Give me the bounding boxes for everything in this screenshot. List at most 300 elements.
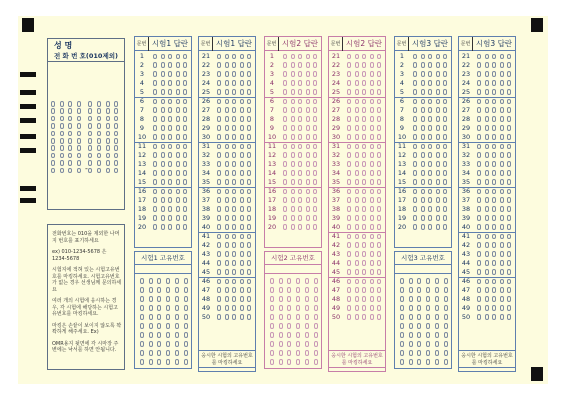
answer-bubble[interactable]: [161, 206, 165, 212]
answer-bubble[interactable]: [477, 161, 481, 167]
answer-bubble[interactable]: [377, 89, 381, 95]
answer-bubble[interactable]: [161, 89, 165, 95]
answer-bubble[interactable]: [500, 144, 504, 150]
exam-id-bubble[interactable]: [426, 305, 430, 311]
exam-id-bubble[interactable]: [296, 341, 300, 347]
answer-bubble[interactable]: [283, 144, 287, 150]
exam-id-bubble[interactable]: [166, 341, 170, 347]
answer-bubble[interactable]: [355, 125, 359, 131]
answer-bubble[interactable]: [298, 144, 302, 150]
answer-bubble[interactable]: [347, 116, 351, 122]
answer-bubble[interactable]: [183, 71, 187, 77]
answer-bubble[interactable]: [507, 314, 511, 320]
answer-bubble[interactable]: [247, 71, 251, 77]
answer-bubble[interactable]: [436, 152, 440, 158]
exam-id-bubble[interactable]: [444, 341, 448, 347]
exam-id-bubble[interactable]: [435, 341, 439, 347]
exam-id-bubble[interactable]: [184, 305, 188, 311]
answer-bubble[interactable]: [306, 80, 310, 86]
exam-id-bubble[interactable]: [270, 341, 274, 347]
answer-bubble[interactable]: [161, 170, 165, 176]
answer-bubble[interactable]: [347, 99, 351, 105]
answer-bubble[interactable]: [500, 296, 504, 302]
answer-bubble[interactable]: [232, 251, 236, 257]
answer-bubble[interactable]: [232, 179, 236, 185]
answer-bubble[interactable]: [492, 279, 496, 285]
answer-bubble[interactable]: [507, 242, 511, 248]
answer-bubble[interactable]: [428, 161, 432, 167]
answer-bubble[interactable]: [362, 189, 366, 195]
answer-bubble[interactable]: [232, 144, 236, 150]
answer-bubble[interactable]: [500, 305, 504, 311]
answer-bubble[interactable]: [168, 161, 172, 167]
phone-digit-bubble[interactable]: [77, 145, 81, 151]
answer-bubble[interactable]: [421, 197, 425, 203]
answer-bubble[interactable]: [306, 107, 310, 113]
answer-bubble[interactable]: [291, 152, 295, 158]
answer-bubble[interactable]: [413, 179, 417, 185]
answer-bubble[interactable]: [225, 144, 229, 150]
answer-bubble[interactable]: [421, 179, 425, 185]
answer-bubble[interactable]: [492, 54, 496, 60]
phone-digit-bubble[interactable]: [68, 101, 72, 107]
answer-bubble[interactable]: [477, 215, 481, 221]
answer-bubble[interactable]: [485, 71, 489, 77]
answer-bubble[interactable]: [443, 62, 447, 68]
answer-bubble[interactable]: [507, 206, 511, 212]
answer-bubble[interactable]: [428, 62, 432, 68]
answer-bubble[interactable]: [370, 215, 374, 221]
exam-id-bubble[interactable]: [296, 350, 300, 356]
answer-bubble[interactable]: [507, 116, 511, 122]
answer-bubble[interactable]: [370, 269, 374, 275]
answer-bubble[interactable]: [477, 125, 481, 131]
answer-bubble[interactable]: [413, 134, 417, 140]
answer-bubble[interactable]: [161, 107, 165, 113]
answer-bubble[interactable]: [153, 224, 157, 230]
answer-bubble[interactable]: [225, 279, 229, 285]
answer-bubble[interactable]: [413, 71, 417, 77]
exam-id-bubble[interactable]: [140, 296, 144, 302]
exam-id-bubble[interactable]: [426, 359, 430, 365]
exam-id-bubble[interactable]: [400, 341, 404, 347]
answer-bubble[interactable]: [247, 161, 251, 167]
answer-bubble[interactable]: [240, 144, 244, 150]
phone-digit-bubble[interactable]: [68, 138, 72, 144]
answer-bubble[interactable]: [428, 89, 432, 95]
answer-bubble[interactable]: [507, 189, 511, 195]
answer-bubble[interactable]: [240, 251, 244, 257]
answer-bubble[interactable]: [153, 197, 157, 203]
answer-bubble[interactable]: [370, 296, 374, 302]
answer-bubble[interactable]: [413, 99, 417, 105]
exam-id-bubble[interactable]: [279, 359, 283, 365]
answer-bubble[interactable]: [347, 296, 351, 302]
answer-bubble[interactable]: [240, 242, 244, 248]
answer-bubble[interactable]: [485, 54, 489, 60]
answer-bubble[interactable]: [347, 179, 351, 185]
answer-bubble[interactable]: [362, 152, 366, 158]
answer-bubble[interactable]: [291, 224, 295, 230]
answer-bubble[interactable]: [370, 116, 374, 122]
answer-bubble[interactable]: [217, 71, 221, 77]
answer-bubble[interactable]: [183, 99, 187, 105]
answer-bubble[interactable]: [225, 54, 229, 60]
phone-digit-bubble[interactable]: [51, 153, 55, 159]
answer-bubble[interactable]: [168, 144, 172, 150]
answer-bubble[interactable]: [247, 179, 251, 185]
answer-bubble[interactable]: [485, 279, 489, 285]
answer-bubble[interactable]: [507, 179, 511, 185]
exam-id-bubble[interactable]: [184, 323, 188, 329]
exam-id-bubble[interactable]: [444, 350, 448, 356]
answer-bubble[interactable]: [428, 197, 432, 203]
answer-bubble[interactable]: [421, 71, 425, 77]
phone-digit-bubble[interactable]: [88, 108, 92, 114]
answer-bubble[interactable]: [153, 215, 157, 221]
phone-digit-bubble[interactable]: [88, 138, 92, 144]
answer-bubble[interactable]: [183, 54, 187, 60]
answer-bubble[interactable]: [217, 251, 221, 257]
answer-bubble[interactable]: [362, 71, 366, 77]
answer-bubble[interactable]: [176, 107, 180, 113]
answer-bubble[interactable]: [347, 242, 351, 248]
answer-bubble[interactable]: [377, 144, 381, 150]
answer-bubble[interactable]: [362, 80, 366, 86]
exam-id-bubble[interactable]: [184, 287, 188, 293]
exam-id-bubble[interactable]: [314, 323, 318, 329]
answer-bubble[interactable]: [176, 71, 180, 77]
answer-bubble[interactable]: [313, 189, 317, 195]
answer-bubble[interactable]: [347, 170, 351, 176]
phone-digit-bubble[interactable]: [51, 145, 55, 151]
phone-digit-bubble[interactable]: [106, 160, 110, 166]
answer-bubble[interactable]: [355, 305, 359, 311]
exam-id-bubble[interactable]: [409, 278, 413, 284]
answer-bubble[interactable]: [443, 116, 447, 122]
answer-bubble[interactable]: [347, 305, 351, 311]
answer-bubble[interactable]: [477, 116, 481, 122]
answer-bubble[interactable]: [347, 287, 351, 293]
exam-id-bubble[interactable]: [184, 350, 188, 356]
answer-bubble[interactable]: [240, 134, 244, 140]
answer-bubble[interactable]: [240, 260, 244, 266]
answer-bubble[interactable]: [183, 125, 187, 131]
answer-bubble[interactable]: [443, 197, 447, 203]
exam-id-bubble[interactable]: [426, 323, 430, 329]
exam-id-bubble[interactable]: [175, 332, 179, 338]
answer-bubble[interactable]: [436, 71, 440, 77]
answer-bubble[interactable]: [240, 116, 244, 122]
phone-digit-bubble[interactable]: [88, 116, 92, 122]
answer-bubble[interactable]: [413, 62, 417, 68]
answer-bubble[interactable]: [247, 152, 251, 158]
answer-bubble[interactable]: [225, 189, 229, 195]
phone-digit-bubble[interactable]: [88, 101, 92, 107]
answer-bubble[interactable]: [291, 206, 295, 212]
answer-bubble[interactable]: [500, 89, 504, 95]
exam-id-bubble[interactable]: [296, 314, 300, 320]
phone-digit-bubble[interactable]: [114, 116, 118, 122]
answer-bubble[interactable]: [232, 206, 236, 212]
answer-bubble[interactable]: [347, 62, 351, 68]
answer-bubble[interactable]: [161, 215, 165, 221]
answer-bubble[interactable]: [362, 287, 366, 293]
exam-id-bubble[interactable]: [175, 323, 179, 329]
answer-bubble[interactable]: [217, 314, 221, 320]
answer-bubble[interactable]: [477, 134, 481, 140]
answer-bubble[interactable]: [161, 224, 165, 230]
phone-digit-bubble[interactable]: [114, 145, 118, 151]
phone-digit-bubble[interactable]: [114, 123, 118, 129]
answer-bubble[interactable]: [492, 152, 496, 158]
phone-digit-bubble[interactable]: [106, 101, 110, 107]
answer-bubble[interactable]: [477, 305, 481, 311]
exam-id-bubble[interactable]: [296, 278, 300, 284]
answer-bubble[interactable]: [313, 179, 317, 185]
answer-bubble[interactable]: [413, 54, 417, 60]
answer-bubble[interactable]: [377, 224, 381, 230]
answer-bubble[interactable]: [355, 116, 359, 122]
exam-id-bubble[interactable]: [270, 359, 274, 365]
exam-id-bubble[interactable]: [287, 359, 291, 365]
exam-id-bubble[interactable]: [296, 296, 300, 302]
phone-digit-bubble[interactable]: [68, 160, 72, 166]
answer-bubble[interactable]: [370, 62, 374, 68]
answer-bubble[interactable]: [507, 251, 511, 257]
answer-bubble[interactable]: [298, 99, 302, 105]
answer-bubble[interactable]: [370, 71, 374, 77]
answer-bubble[interactable]: [298, 62, 302, 68]
answer-bubble[interactable]: [225, 206, 229, 212]
exam-id-bubble[interactable]: [435, 359, 439, 365]
exam-id-bubble[interactable]: [435, 278, 439, 284]
exam-id-bubble[interactable]: [409, 314, 413, 320]
answer-bubble[interactable]: [370, 107, 374, 113]
exam-id-bubble[interactable]: [184, 341, 188, 347]
answer-bubble[interactable]: [413, 224, 417, 230]
answer-bubble[interactable]: [161, 71, 165, 77]
answer-bubble[interactable]: [217, 260, 221, 266]
phone-digit-bubble[interactable]: [51, 168, 55, 174]
answer-bubble[interactable]: [161, 161, 165, 167]
answer-bubble[interactable]: [485, 144, 489, 150]
phone-digit-bubble[interactable]: [97, 108, 101, 114]
answer-bubble[interactable]: [168, 215, 172, 221]
answer-bubble[interactable]: [283, 71, 287, 77]
answer-bubble[interactable]: [183, 189, 187, 195]
exam-id-bubble[interactable]: [314, 341, 318, 347]
exam-id-bubble[interactable]: [287, 323, 291, 329]
answer-bubble[interactable]: [421, 89, 425, 95]
answer-bubble[interactable]: [443, 125, 447, 131]
answer-bubble[interactable]: [377, 269, 381, 275]
answer-bubble[interactable]: [247, 234, 251, 240]
answer-bubble[interactable]: [485, 215, 489, 221]
answer-bubble[interactable]: [240, 314, 244, 320]
exam-id-bubble[interactable]: [305, 278, 309, 284]
answer-bubble[interactable]: [176, 62, 180, 68]
phone-digit-bubble[interactable]: [88, 145, 92, 151]
answer-bubble[interactable]: [377, 314, 381, 320]
answer-bubble[interactable]: [485, 224, 489, 230]
exam-id-bubble[interactable]: [166, 314, 170, 320]
answer-bubble[interactable]: [477, 242, 481, 248]
exam-id-bubble[interactable]: [400, 332, 404, 338]
answer-bubble[interactable]: [428, 134, 432, 140]
answer-bubble[interactable]: [500, 234, 504, 240]
answer-bubble[interactable]: [443, 144, 447, 150]
answer-bubble[interactable]: [225, 234, 229, 240]
answer-bubble[interactable]: [413, 189, 417, 195]
phone-digit-bubble[interactable]: [60, 153, 64, 159]
answer-bubble[interactable]: [507, 144, 511, 150]
answer-bubble[interactable]: [240, 189, 244, 195]
phone-digit-bubble[interactable]: [77, 123, 81, 129]
exam-id-bubble[interactable]: [435, 350, 439, 356]
answer-bubble[interactable]: [306, 224, 310, 230]
answer-bubble[interactable]: [428, 107, 432, 113]
answer-bubble[interactable]: [176, 179, 180, 185]
answer-bubble[interactable]: [232, 260, 236, 266]
answer-bubble[interactable]: [377, 279, 381, 285]
phone-digit-bubble[interactable]: [77, 160, 81, 166]
answer-bubble[interactable]: [377, 62, 381, 68]
answer-bubble[interactable]: [298, 54, 302, 60]
answer-bubble[interactable]: [306, 170, 310, 176]
answer-bubble[interactable]: [500, 242, 504, 248]
answer-bubble[interactable]: [421, 125, 425, 131]
answer-bubble[interactable]: [377, 251, 381, 257]
answer-bubble[interactable]: [283, 197, 287, 203]
answer-bubble[interactable]: [362, 116, 366, 122]
answer-bubble[interactable]: [421, 116, 425, 122]
answer-bubble[interactable]: [161, 152, 165, 158]
answer-bubble[interactable]: [485, 99, 489, 105]
answer-bubble[interactable]: [362, 170, 366, 176]
phone-digit-bubble[interactable]: [97, 145, 101, 151]
answer-bubble[interactable]: [217, 170, 221, 176]
answer-bubble[interactable]: [413, 116, 417, 122]
answer-bubble[interactable]: [247, 99, 251, 105]
answer-bubble[interactable]: [232, 161, 236, 167]
answer-bubble[interactable]: [313, 152, 317, 158]
answer-bubble[interactable]: [377, 287, 381, 293]
answer-bubble[interactable]: [225, 296, 229, 302]
answer-bubble[interactable]: [500, 152, 504, 158]
exam-id-bubble[interactable]: [400, 296, 404, 302]
phone-digit-bubble[interactable]: [106, 116, 110, 122]
answer-bubble[interactable]: [428, 224, 432, 230]
answer-bubble[interactable]: [283, 89, 287, 95]
answer-bubble[interactable]: [306, 197, 310, 203]
exam-id-bubble[interactable]: [175, 287, 179, 293]
exam-id-bubble[interactable]: [400, 314, 404, 320]
answer-bubble[interactable]: [377, 170, 381, 176]
answer-bubble[interactable]: [428, 80, 432, 86]
exam-id-bubble[interactable]: [157, 296, 161, 302]
phone-digit-bubble[interactable]: [77, 153, 81, 159]
exam-id-bubble[interactable]: [314, 296, 318, 302]
exam-id-bubble[interactable]: [184, 359, 188, 365]
exam-id-bubble[interactable]: [444, 323, 448, 329]
answer-bubble[interactable]: [507, 215, 511, 221]
answer-bubble[interactable]: [217, 134, 221, 140]
answer-bubble[interactable]: [240, 234, 244, 240]
answer-bubble[interactable]: [291, 54, 295, 60]
answer-bubble[interactable]: [247, 125, 251, 131]
exam-id-bubble[interactable]: [157, 341, 161, 347]
answer-bubble[interactable]: [161, 179, 165, 185]
answer-bubble[interactable]: [413, 80, 417, 86]
answer-bubble[interactable]: [217, 305, 221, 311]
answer-bubble[interactable]: [168, 152, 172, 158]
answer-bubble[interactable]: [443, 152, 447, 158]
answer-bubble[interactable]: [443, 189, 447, 195]
answer-bubble[interactable]: [485, 234, 489, 240]
answer-bubble[interactable]: [362, 215, 366, 221]
answer-bubble[interactable]: [443, 134, 447, 140]
answer-bubble[interactable]: [421, 80, 425, 86]
answer-bubble[interactable]: [217, 152, 221, 158]
phone-digit-bubble[interactable]: [51, 123, 55, 129]
answer-bubble[interactable]: [153, 206, 157, 212]
answer-bubble[interactable]: [153, 170, 157, 176]
answer-bubble[interactable]: [176, 134, 180, 140]
answer-bubble[interactable]: [507, 62, 511, 68]
answer-bubble[interactable]: [232, 279, 236, 285]
answer-bubble[interactable]: [421, 107, 425, 113]
answer-bubble[interactable]: [217, 89, 221, 95]
answer-bubble[interactable]: [247, 170, 251, 176]
answer-bubble[interactable]: [485, 89, 489, 95]
answer-bubble[interactable]: [176, 89, 180, 95]
answer-bubble[interactable]: [355, 170, 359, 176]
answer-bubble[interactable]: [283, 54, 287, 60]
answer-bubble[interactable]: [298, 161, 302, 167]
answer-bubble[interactable]: [153, 189, 157, 195]
answer-bubble[interactable]: [377, 125, 381, 131]
answer-bubble[interactable]: [347, 234, 351, 240]
exam-id-bubble[interactable]: [287, 341, 291, 347]
exam-id-bubble[interactable]: [314, 314, 318, 320]
answer-bubble[interactable]: [347, 215, 351, 221]
phone-digit-bubble[interactable]: [60, 160, 64, 166]
exam-id-bubble[interactable]: [409, 350, 413, 356]
answer-bubble[interactable]: [370, 260, 374, 266]
exam-id-bubble[interactable]: [166, 323, 170, 329]
answer-bubble[interactable]: [298, 224, 302, 230]
answer-bubble[interactable]: [232, 224, 236, 230]
phone-digit-bubble[interactable]: [114, 138, 118, 144]
answer-bubble[interactable]: [183, 107, 187, 113]
answer-bubble[interactable]: [477, 234, 481, 240]
answer-bubble[interactable]: [217, 179, 221, 185]
answer-bubble[interactable]: [370, 125, 374, 131]
answer-bubble[interactable]: [161, 99, 165, 105]
exam-id-bubble[interactable]: [175, 278, 179, 284]
exam-id-bubble[interactable]: [305, 350, 309, 356]
answer-bubble[interactable]: [176, 54, 180, 60]
answer-bubble[interactable]: [313, 206, 317, 212]
exam-id-bubble[interactable]: [279, 323, 283, 329]
answer-bubble[interactable]: [240, 179, 244, 185]
answer-bubble[interactable]: [347, 189, 351, 195]
answer-bubble[interactable]: [362, 269, 366, 275]
answer-bubble[interactable]: [283, 179, 287, 185]
answer-bubble[interactable]: [413, 170, 417, 176]
answer-bubble[interactable]: [291, 125, 295, 131]
